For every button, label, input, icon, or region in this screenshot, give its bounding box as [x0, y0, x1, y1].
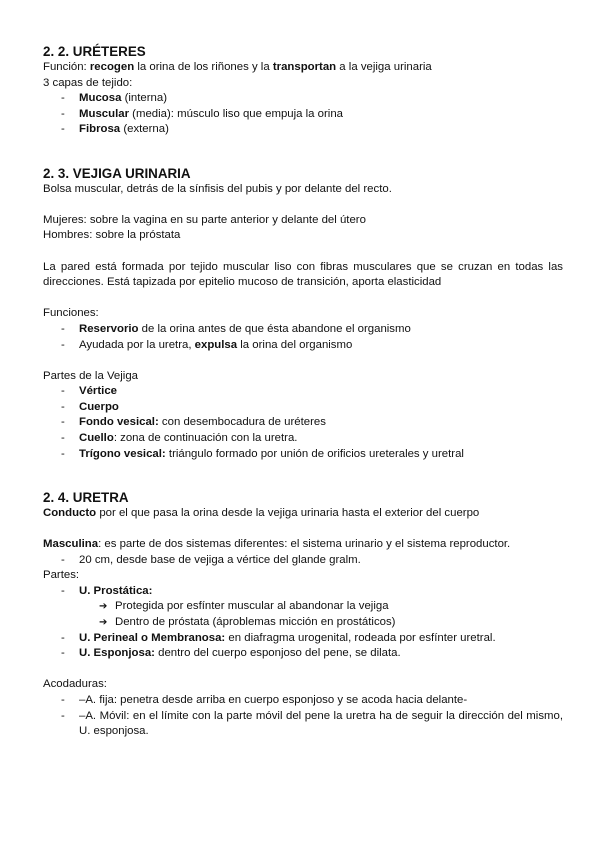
- bold-text: Cuerpo: [79, 400, 119, 413]
- document-page: [43, 43, 563, 740]
- longitud-list: [43, 553, 563, 569]
- partes-uretra-list: [43, 584, 563, 600]
- list-item: - –A. fija: penetra desde arriba en cuerpo esponjoso y se acoda hacia delante-: [43, 693, 563, 709]
- vejiga-funciones-label: Funciones:: [43, 307, 99, 320]
- list-item: [43, 322, 563, 338]
- vejiga-desc: Bolsa muscular, detrás de la sínfisis del pubis y por delante del recto.: [43, 182, 392, 195]
- text: (externa): [120, 123, 169, 136]
- partes-vejiga-list: [43, 384, 563, 462]
- text: : zona de continuación con la uretra.: [113, 432, 298, 445]
- bold-text: Fibrosa: [79, 123, 121, 136]
- text: Ayudada por la uretra,: [79, 338, 195, 351]
- bold-text: U. Prostática:: [79, 584, 153, 597]
- uretra-conducto: [43, 506, 563, 522]
- text: a la vejiga urinaria: [336, 61, 432, 73]
- uretra-masculina: [43, 537, 563, 553]
- bold-text: Cuello: [79, 432, 114, 445]
- vejiga-partes-label: Partes de la Vejiga: [43, 369, 138, 382]
- bold-text: Vértice: [79, 385, 117, 398]
- text: en diafragma urogenital, rodeada por esfínter uretral.: [225, 631, 496, 644]
- list-item: [43, 384, 563, 400]
- list-item: [43, 338, 563, 354]
- uretra-acodaduras-label: Acodaduras:: [43, 678, 107, 691]
- acodaduras-list: [43, 693, 563, 740]
- list-item: [43, 584, 563, 600]
- list-item: [43, 431, 563, 447]
- vejiga-hombres: Hombres: sobre la próstata: [43, 229, 181, 242]
- text: : es parte de dos sistemas diferentes: el sistema urinario y el sistema reproductor.: [98, 538, 511, 551]
- bold-text: expulsa: [194, 338, 238, 351]
- list-item: [43, 631, 563, 647]
- list-item: [43, 400, 563, 416]
- list-item: [43, 415, 563, 431]
- list-item: [43, 107, 563, 123]
- list-item: [43, 447, 563, 463]
- text: Función:: [43, 61, 90, 73]
- ureteres-capas-intro: 3 capas de tejido:: [43, 76, 133, 89]
- section-title-uretra: 2. 4. URETRA: [43, 489, 129, 505]
- vejiga-mujeres: Mujeres: sobre la vagina en su parte anterior y delante del útero: [43, 213, 366, 226]
- list-item: - 20 cm, desde base de vejiga a vértice del glande gralm.: [43, 553, 563, 569]
- funciones-list: [43, 322, 563, 353]
- list-item: - –A. Móvil: en el límite con la parte móvil del pene la uretra ha de seguir la dirección del mismo, U. esponjosa.: [43, 709, 563, 740]
- bold-text: transportan: [272, 61, 337, 73]
- text: con desembocadura de uréteres: [158, 416, 326, 429]
- list-item: [43, 646, 563, 662]
- bold-text: Conducto: [43, 506, 97, 519]
- bold-text: U. Esponjosa:: [79, 647, 155, 660]
- bold-text: Reservorio: [79, 322, 139, 335]
- bold-text: Mucosa: [79, 92, 122, 105]
- text: de la orina antes de que ésta abandone el organismo: [138, 322, 411, 335]
- list-item: [43, 91, 563, 107]
- bold-text: Trígono vesical:: [79, 447, 166, 460]
- text: (media): músculo liso que empuja la orina: [129, 107, 344, 120]
- bold-text: U. Perineal o Membranosa:: [79, 631, 226, 644]
- section-title-vejiga: 2. 3. VEJIGA URINARIA: [43, 165, 191, 181]
- partes-uretra-list-2: [43, 631, 563, 662]
- sub-list-item: ➔ Dentro de próstata (áproblemas micción en prostáticos): [43, 615, 563, 631]
- bold-text: recogen: [89, 61, 135, 73]
- text: triángulo formado por unión de orificios ureterales y uretral: [165, 447, 464, 460]
- bold-text: Masculina: [43, 538, 99, 551]
- prostatica-sublist: [43, 599, 563, 630]
- vejiga-pared: La pared está formada por tejido muscular liso con fibras musculares que se cruzan en todas las direcciones. Está tapizada por epitelio mucoso de transición, aporta elasticidad: [43, 260, 563, 289]
- list-item: [43, 122, 563, 138]
- text: dentro del cuerpo esponjoso del pene, se dilata.: [154, 647, 401, 660]
- sub-list-item: ➔ Protegida por esfínter muscular al abandonar la vejiga: [43, 599, 563, 615]
- bold-text: Muscular: [79, 107, 130, 120]
- uretra-partes-label: Partes:: [43, 569, 80, 582]
- capas-list: [43, 91, 563, 138]
- text: por el que pasa la orina desde la vejiga urinaria hasta el exterior del cuerpo: [96, 506, 480, 519]
- bold-text: Fondo vesical:: [79, 416, 159, 429]
- text: la orina del organismo: [237, 338, 353, 351]
- text: (interna): [121, 92, 168, 105]
- ureteres-funcion: [43, 60, 563, 76]
- text: la orina de los riñones y la: [134, 61, 273, 73]
- section-title-ureteres: 2. 2. URÉTERES: [43, 44, 146, 59]
